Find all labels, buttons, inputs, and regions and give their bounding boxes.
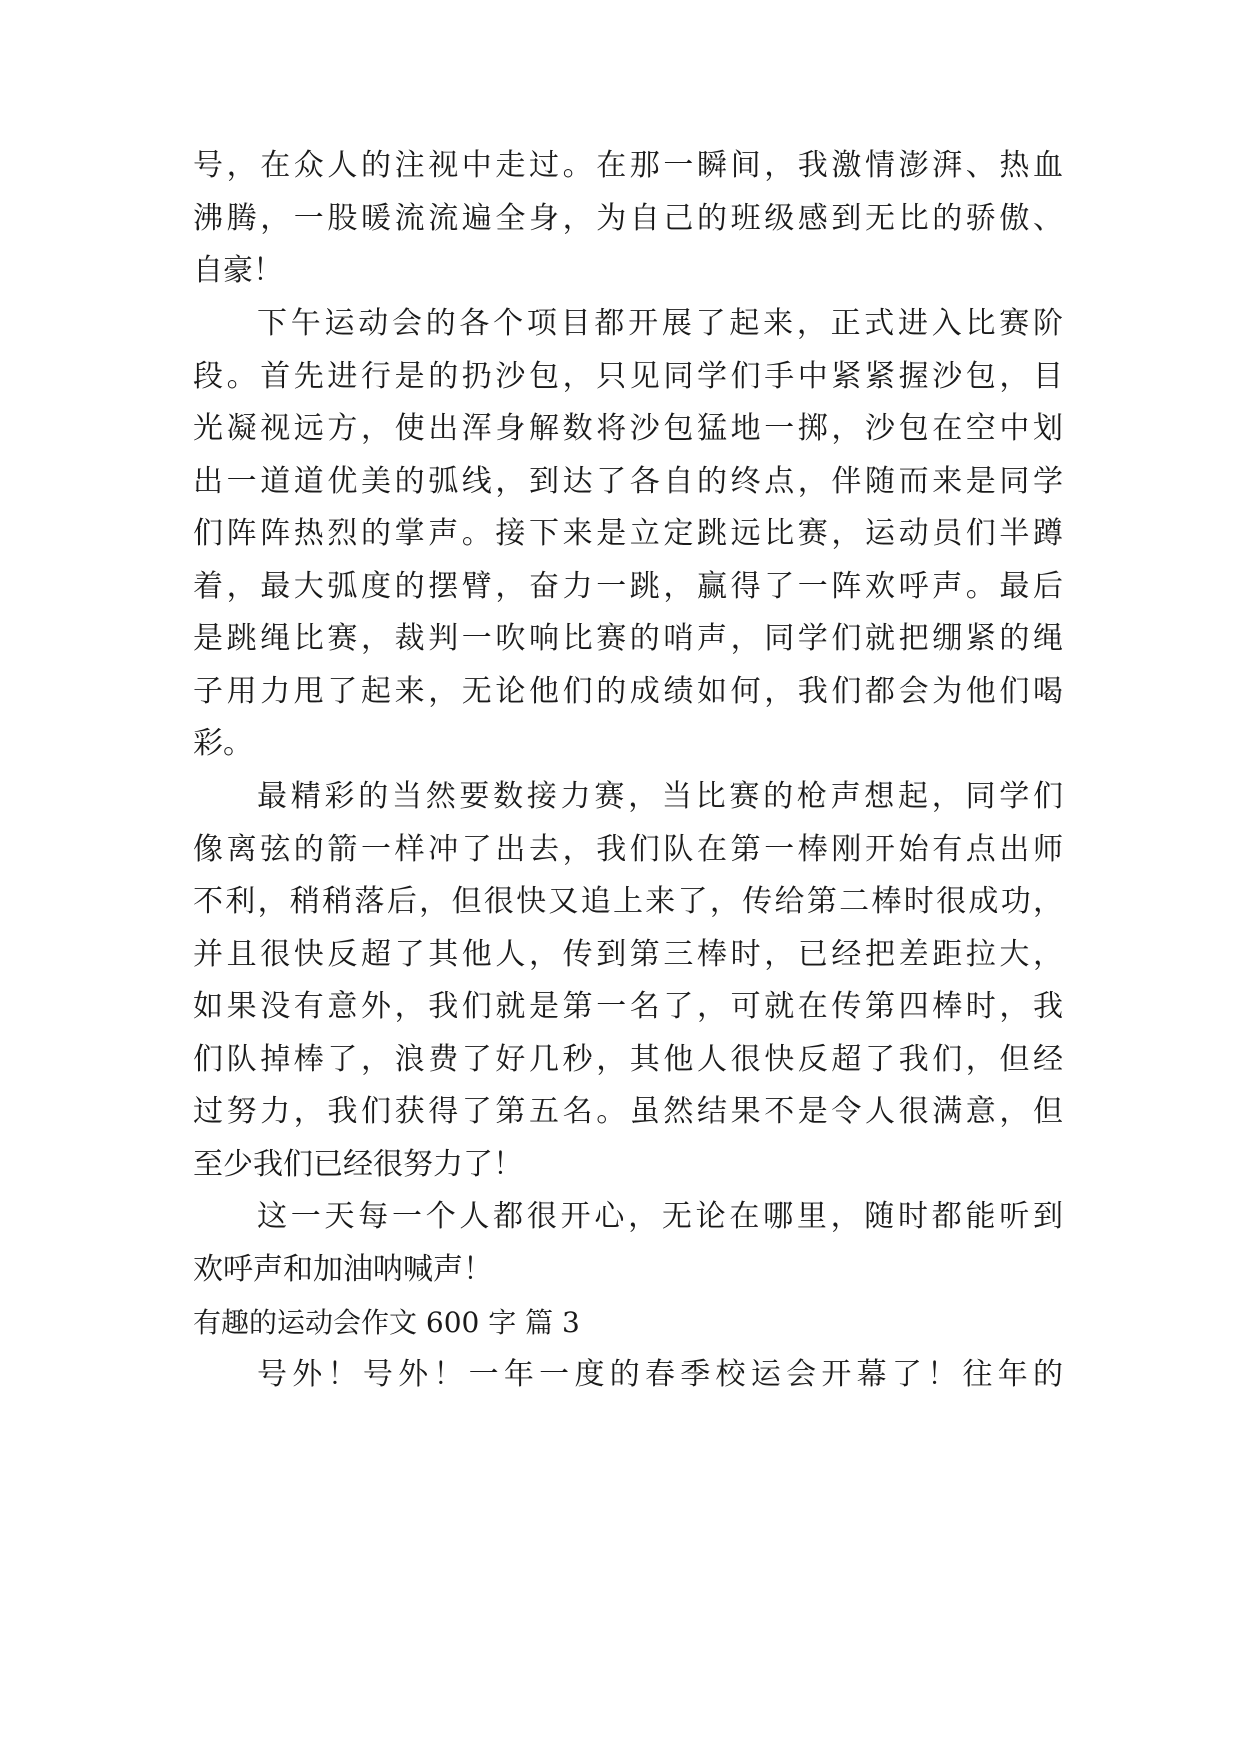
text-line: 们队掉棒了，浪费了好几秒，其他人很快反超了我们，但经 xyxy=(193,1042,1063,1077)
paragraph-start-line: 这一天每一个人都很开心，无论在哪里，随时都能听到 xyxy=(257,1199,1063,1234)
text-line: 欢呼声和加油呐喊声！ xyxy=(193,1252,493,1287)
text-line: 像离弦的箭一样冲了出去，我们队在第一棒刚开始有点出师 xyxy=(193,832,1063,867)
text-line: 沸腾，一股暖流流遍全身，为自己的班级感到无比的骄傲、 xyxy=(193,201,1063,236)
text-line: 是跳绳比赛，裁判一吹响比赛的哨声，同学们就把绷紧的绳 xyxy=(193,621,1063,656)
paragraph-start-line: 号外！号外！一年一度的春季校运会开幕了！往年的 xyxy=(257,1357,1063,1392)
text-line: 自豪！ xyxy=(193,253,283,288)
paragraph-start-line: 最精彩的当然要数接力赛，当比赛的枪声想起，同学们 xyxy=(257,779,1063,814)
text-line: 着，最大弧度的摆臂，奋力一跳，赢得了一阵欢呼声。最后 xyxy=(193,569,1063,604)
paragraph-start-line: 下午运动会的各个项目都开展了起来，正式进入比赛阶 xyxy=(257,306,1063,341)
text-line: 出一道道优美的弧线，到达了各自的终点，伴随而来是同学 xyxy=(193,464,1063,499)
section-heading: 有趣的运动会作文 600 字 篇 3 xyxy=(193,1306,580,1339)
text-line: 段。首先进行是的扔沙包，只见同学们手中紧紧握沙包，目 xyxy=(193,359,1063,394)
text-line: 如果没有意外，我们就是第一名了，可就在传第四棒时，我 xyxy=(193,989,1063,1024)
text-line: 号，在众人的注视中走过。在那一瞬间，我激情澎湃、热血 xyxy=(193,148,1063,183)
text-line: 子用力甩了起来，无论他们的成绩如何，我们都会为他们喝 xyxy=(193,674,1063,709)
text-line: 至少我们已经很努力了！ xyxy=(193,1147,523,1182)
text-line: 不利，稍稍落后，但很快又追上来了，传给第二棒时很成功， xyxy=(193,884,1063,919)
text-line: 们阵阵热烈的掌声。接下来是立定跳远比赛，运动员们半蹲 xyxy=(193,516,1063,551)
text-line: 并且很快反超了其他人，传到第三棒时，已经把差距拉大， xyxy=(193,937,1063,972)
text-line: 光凝视远方，使出浑身解数将沙包猛地一掷，沙包在空中划 xyxy=(193,411,1063,446)
text-line: 彩。 xyxy=(193,726,253,761)
text-line: 过努力，我们获得了第五名。虽然结果不是令人很满意，但 xyxy=(193,1094,1063,1129)
